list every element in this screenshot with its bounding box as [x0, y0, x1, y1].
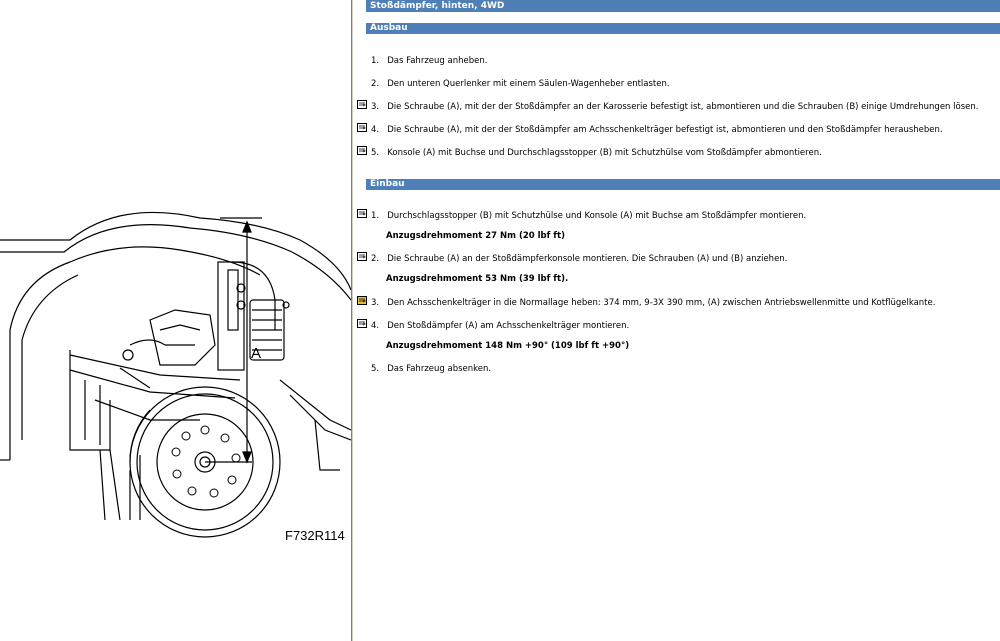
- ausbau-step-3: 3. Die Schraube (A), mit der der Stoßdämpfer an der Karosserie befestigt ist, abmontieren und die Schrauben (B) einige Umdrehungen lösen.: [371, 102, 979, 112]
- ausbau-step-4: 4. Die Schraube (A), mit der der Stoßdämpfer am Achsschenkelträger befestigt ist, abmontieren und den Stoßdämpfer herausheben.: [371, 125, 943, 135]
- graphic-link-icon[interactable]: [357, 209, 367, 218]
- einbau-step-1: 1. Durchschlagsstopper (B) mit Schutzhülse und Konsole (A) mit Buchse am Stoßdämpfer montieren.: [371, 211, 807, 221]
- graphic-link-active-icon[interactable]: [357, 296, 367, 305]
- einbau-step-4-torque: Anzugsdrehmoment 148 Nm +90° (109 lbf ft +90°): [386, 341, 630, 351]
- graphic-link-icon[interactable]: [357, 123, 367, 132]
- einbau-step-3: 3. Den Achsschenkelträger in die Normallage heben: 374 mm, 9-3X 390 mm, (A) zwischen Antriebswellenmitte und Kotflügelkante.: [371, 298, 936, 308]
- ausbau-step-2: 2. Den unteren Querlenker mit einem Säulen-Wagenheber entlasten.: [371, 79, 670, 89]
- ausbau-step-5: 5. Konsole (A) mit Buchse und Durchschlagsstopper (B) mit Schutzhülse vom Stoßdämpfer abmontieren.: [371, 148, 822, 158]
- einbau-step-1-torque: Anzugsdrehmoment 27 Nm (20 lbf ft): [386, 231, 565, 241]
- graphic-link-icon[interactable]: [357, 319, 367, 328]
- rear-suspension-illustration: [0, 0, 351, 641]
- dimension-label-a: A: [251, 345, 262, 362]
- graphic-link-icon[interactable]: [357, 252, 367, 261]
- einbau-step-5: 5. Das Fahrzeug absenken.: [371, 364, 492, 374]
- instruction-pane: [354, 0, 1000, 641]
- graphic-link-icon[interactable]: [357, 146, 367, 155]
- figure-code: F732R114: [285, 528, 345, 543]
- section-heading-ausbau: Ausbau: [366, 23, 1000, 34]
- page-title: Stoßdämpfer, hinten, 4WD: [366, 0, 1000, 12]
- graphic-link-icon[interactable]: [357, 100, 367, 109]
- einbau-step-2: 2. Die Schraube (A) an der Stoßdämpferkonsole montieren. Die Schrauben (A) und (B) anziehen.: [371, 254, 788, 264]
- ausbau-step-1: 1. Das Fahrzeug anheben.: [371, 56, 488, 66]
- section-heading-einbau: Einbau: [366, 179, 1000, 190]
- illustration-pane: [0, 0, 351, 641]
- einbau-step-2-torque: Anzugsdrehmoment 53 Nm (39 lbf ft).: [386, 274, 569, 284]
- einbau-step-4: 4. Den Stoßdämpfer (A) am Achsschenkelträger montieren.: [371, 321, 630, 331]
